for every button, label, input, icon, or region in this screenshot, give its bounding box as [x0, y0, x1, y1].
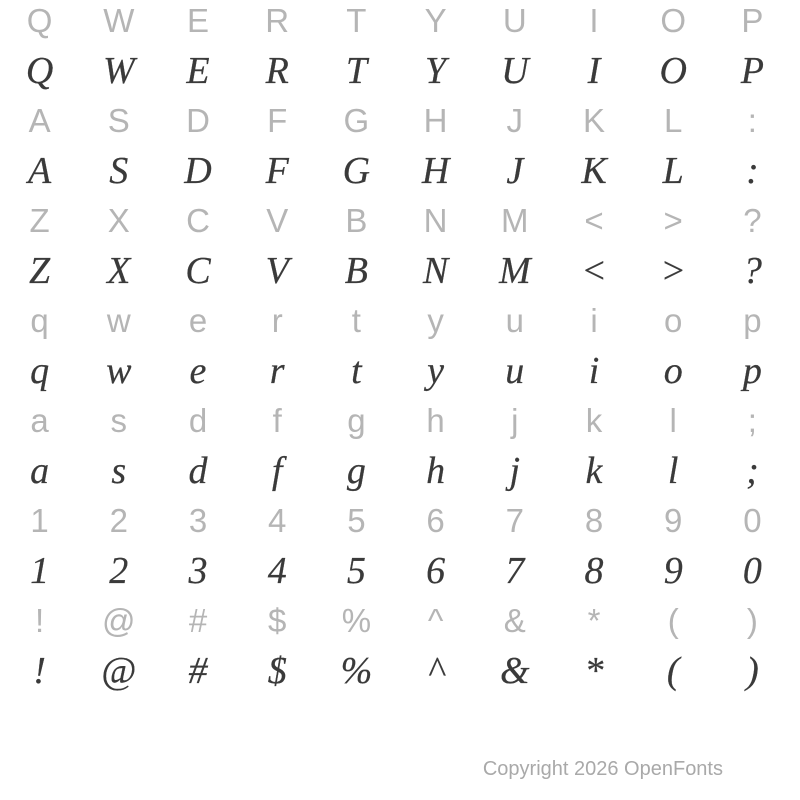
row-pair-digits [0, 500, 792, 600]
script-glyph: f [271, 450, 283, 492]
script-glyph: J [506, 150, 524, 192]
script-glyph: 6 [426, 550, 446, 592]
reference-glyph: t [351, 302, 361, 339]
script-glyph: r [269, 350, 285, 392]
script-glyph: k [585, 450, 603, 492]
script-glyph: g [346, 450, 366, 492]
script-glyph: ? [742, 250, 762, 292]
reference-glyph: h [426, 402, 445, 439]
reference-glyph: O [660, 2, 687, 39]
reference-glyph: P [741, 2, 764, 39]
reference-glyph: ! [35, 602, 45, 639]
script-glyph: Z [29, 250, 51, 292]
reference-glyph: 1 [30, 502, 49, 539]
reference-glyph: L [664, 102, 683, 139]
reference-glyph: < [584, 202, 604, 239]
script-glyph: 2 [109, 550, 129, 592]
script-glyph: j [509, 450, 521, 492]
script-glyph: ! [33, 650, 46, 692]
reference-glyph: 3 [188, 502, 208, 539]
script-glyph: 9 [663, 550, 683, 592]
script-glyph: @ [101, 650, 137, 692]
row-pair-uppercase-home [0, 100, 792, 200]
script-row-uppercase-top [0, 42, 792, 100]
row-pair-symbols [0, 600, 792, 700]
reference-glyph: ? [743, 202, 762, 239]
reference-row-digits [0, 500, 792, 542]
script-glyph: L [662, 150, 684, 192]
script-glyph: O [659, 50, 687, 92]
script-glyph: Y [425, 50, 447, 92]
script-glyph: ^ [427, 650, 444, 692]
script-glyph: ; [746, 450, 759, 492]
script-glyph: M [498, 250, 531, 292]
reference-glyph: s [110, 402, 128, 439]
reference-row-lowercase-top [0, 300, 792, 342]
script-glyph: : [746, 150, 759, 192]
script-glyph: 1 [30, 550, 50, 592]
reference-glyph: 8 [584, 502, 604, 539]
reference-glyph: p [743, 302, 762, 339]
reference-glyph: ( [667, 602, 679, 639]
reference-glyph: % [341, 602, 372, 639]
reference-glyph: N [423, 202, 448, 239]
reference-glyph: w [106, 302, 131, 339]
script-glyph: 7 [505, 550, 525, 592]
script-glyph: D [184, 150, 212, 192]
reference-glyph: ) [746, 602, 758, 639]
reference-glyph: k [585, 402, 603, 439]
script-row-symbols [0, 642, 792, 700]
script-glyph: B [344, 250, 368, 292]
reference-glyph: 4 [268, 502, 287, 539]
reference-glyph: & [503, 602, 526, 639]
script-glyph: l [667, 450, 679, 492]
script-glyph: i [588, 350, 600, 392]
reference-glyph: Q [26, 2, 53, 39]
script-glyph: 4 [267, 550, 287, 592]
reference-glyph: S [107, 102, 130, 139]
reference-glyph: ; [747, 402, 757, 439]
reference-glyph: r [271, 302, 283, 339]
reference-glyph: : [747, 102, 757, 139]
reference-glyph: A [28, 102, 51, 139]
script-glyph: d [188, 450, 208, 492]
reference-glyph: q [30, 302, 49, 339]
script-glyph: # [188, 650, 208, 692]
reference-glyph: G [343, 102, 370, 139]
script-glyph: F [265, 150, 289, 192]
script-glyph: U [501, 50, 529, 92]
reference-glyph: R [265, 2, 290, 39]
reference-glyph: 5 [347, 502, 366, 539]
script-glyph: S [109, 150, 129, 192]
reference-row-uppercase-top [0, 0, 792, 42]
reference-glyph: W [103, 2, 135, 39]
reference-glyph: D [186, 102, 210, 139]
script-glyph: E [186, 50, 210, 92]
reference-glyph: J [506, 102, 524, 139]
script-glyph: 8 [584, 550, 604, 592]
reference-glyph: E [186, 2, 209, 39]
reference-glyph: K [582, 102, 605, 139]
script-row-lowercase-top [0, 342, 792, 400]
script-glyph: & [500, 650, 530, 692]
script-glyph: q [30, 350, 50, 392]
script-row-uppercase-home [0, 142, 792, 200]
reference-glyph: F [267, 102, 288, 139]
script-glyph: ( [666, 650, 680, 692]
reference-glyph: # [188, 602, 208, 639]
row-pair-uppercase-bottom [0, 200, 792, 300]
script-glyph: H [421, 150, 450, 192]
reference-glyph: @ [102, 602, 136, 639]
script-glyph: u [505, 350, 525, 392]
reference-glyph: f [272, 402, 282, 439]
script-glyph: o [663, 350, 683, 392]
script-glyph: T [345, 50, 367, 92]
row-pair-lowercase-top [0, 300, 792, 400]
reference-glyph: B [345, 202, 368, 239]
script-glyph: * [584, 650, 604, 692]
reference-glyph: I [589, 2, 599, 39]
reference-row-uppercase-bottom [0, 200, 792, 242]
script-glyph: Q [25, 50, 54, 92]
script-glyph: V [265, 250, 289, 292]
script-glyph: 5 [346, 550, 366, 592]
reference-row-lowercase-home [0, 400, 792, 442]
script-row-lowercase-home [0, 442, 792, 500]
script-glyph: p [742, 350, 762, 392]
reference-glyph: $ [268, 602, 287, 639]
script-glyph: s [111, 450, 127, 492]
script-glyph: ) [746, 650, 759, 692]
script-glyph: K [581, 150, 607, 192]
reference-glyph: H [423, 102, 448, 139]
reference-glyph: 9 [664, 502, 683, 539]
reference-glyph: * [587, 602, 601, 639]
row-pair-lowercase-home [0, 400, 792, 500]
row-pair-uppercase-top [0, 0, 792, 100]
reference-glyph: j [511, 402, 519, 439]
reference-glyph: M [501, 202, 529, 239]
copyright-notice: Copyright 2026 OpenFonts [482, 758, 723, 780]
script-glyph: C [185, 250, 211, 292]
reference-glyph: V [266, 202, 289, 239]
script-glyph: X [107, 250, 131, 292]
script-glyph: a [30, 450, 50, 492]
script-glyph: N [422, 250, 449, 292]
reference-glyph: l [669, 402, 677, 439]
reference-row-symbols [0, 600, 792, 642]
script-glyph: I [587, 50, 601, 92]
script-glyph: A [27, 150, 52, 192]
script-glyph: y [427, 350, 445, 392]
reference-glyph: u [505, 302, 524, 339]
script-glyph: $ [267, 650, 287, 692]
script-glyph: w [106, 350, 132, 392]
reference-glyph: e [188, 302, 208, 339]
reference-glyph: d [188, 402, 208, 439]
script-glyph: 0 [742, 550, 762, 592]
reference-glyph: Z [29, 202, 50, 239]
script-glyph: < [581, 250, 607, 292]
reference-glyph: 7 [505, 502, 524, 539]
script-glyph: G [342, 150, 371, 192]
reference-glyph: U [502, 2, 527, 39]
reference-glyph: o [664, 302, 683, 339]
reference-glyph: T [346, 2, 367, 39]
reference-glyph: 6 [426, 502, 445, 539]
script-glyph: % [340, 650, 373, 692]
reference-glyph: Y [424, 2, 447, 39]
script-glyph: P [740, 50, 764, 92]
script-glyph: > [660, 250, 687, 292]
script-glyph: t [351, 350, 362, 392]
script-glyph: R [265, 50, 289, 92]
script-glyph: 3 [188, 550, 208, 592]
script-row-digits [0, 542, 792, 600]
reference-glyph: > [663, 202, 683, 239]
reference-glyph: 2 [109, 502, 128, 539]
reference-glyph: ^ [427, 602, 444, 639]
script-glyph: e [189, 350, 207, 392]
reference-glyph: y [427, 302, 444, 339]
script-glyph: W [102, 50, 135, 92]
script-row-uppercase-bottom [0, 242, 792, 300]
reference-glyph: C [186, 202, 210, 239]
script-glyph: h [426, 450, 446, 492]
reference-glyph: 0 [743, 502, 762, 539]
reference-glyph: g [347, 402, 366, 439]
reference-glyph: a [30, 402, 49, 439]
reference-glyph: i [590, 302, 598, 339]
reference-row-uppercase-home [0, 100, 792, 142]
reference-glyph: X [107, 202, 130, 239]
